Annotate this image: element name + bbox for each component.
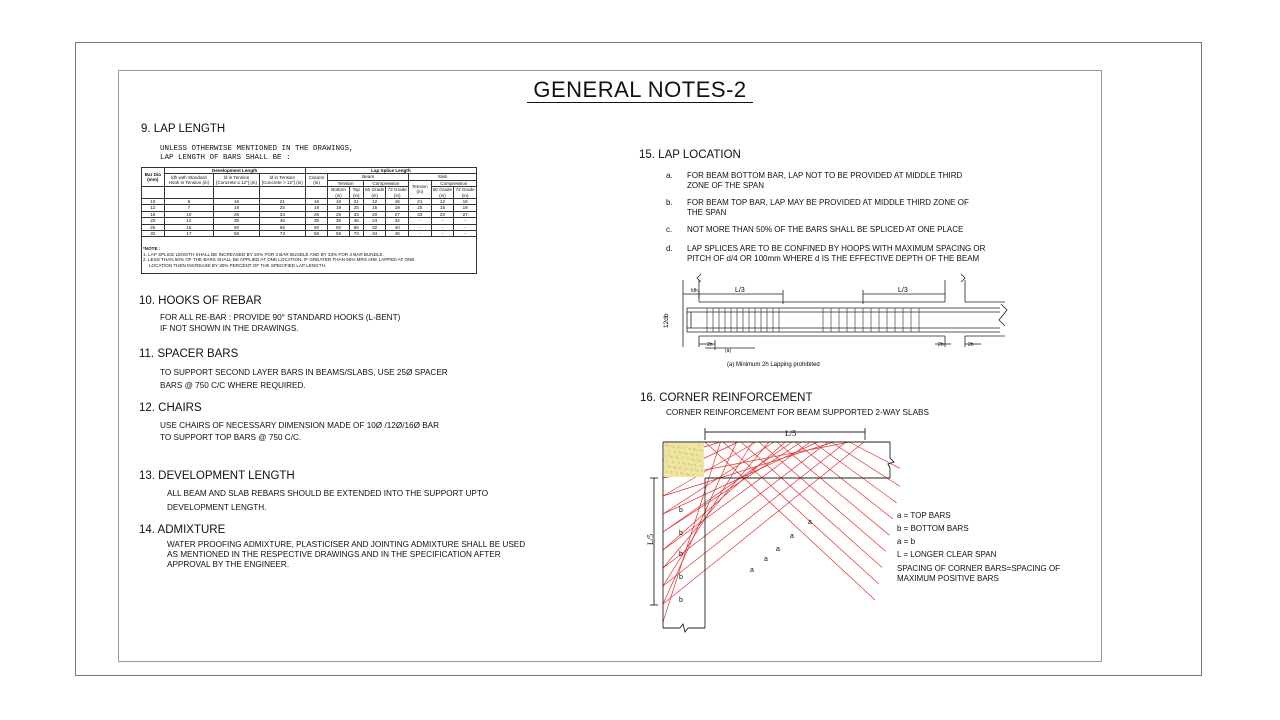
sec13-line-1: ALL BEAM AND SLAB REBARS SHOULD BE EXTENDED INTO THE SUPPORT UPTO xyxy=(167,489,489,498)
hatch-dot xyxy=(684,463,685,464)
a-label-3: a xyxy=(776,546,780,553)
sec9-heading: 9. LAP LENGTH xyxy=(141,123,226,135)
th-slab-compression: Compression xyxy=(431,180,476,186)
corner-bar-a xyxy=(705,442,875,600)
hatch-dot xyxy=(699,449,700,450)
hatch-dot xyxy=(681,457,682,458)
table-cell: 16 xyxy=(305,199,328,205)
item-c-label: c. xyxy=(666,225,673,234)
table-cell: 26 xyxy=(305,211,328,217)
table-cell: 25 xyxy=(349,205,363,211)
table-cell: 25 xyxy=(142,224,165,230)
a-mark-label: (a) xyxy=(725,348,732,354)
note-1: 1. LAP SPLICE LENGTH SHALL BE INCREASED BY 20% FOR 3 BAR BUNDLE AND BY 33% FOR 4 BAR BUNDLE. xyxy=(143,251,384,257)
sec14-line-1: WATER PROOFING ADMIXTURE, PLASTICISER AND JOINTING ADMIXTURE SHALL BE USED xyxy=(167,540,526,549)
hatch-dot xyxy=(694,464,695,465)
hatch-dot xyxy=(669,455,670,456)
hatch-dot xyxy=(687,458,688,459)
legend-longer-span: L = LONGER CLEAR SPAN xyxy=(897,550,997,559)
table-cell: 19 xyxy=(328,205,349,211)
hatch-dot xyxy=(688,474,689,475)
table-cell: 16 xyxy=(214,199,260,205)
table-cell: 25 xyxy=(259,205,305,211)
lap-length-table xyxy=(141,167,477,237)
table-cell: 20 xyxy=(363,211,386,217)
table-cell: 50 xyxy=(214,224,260,230)
table-cell: 7 xyxy=(164,205,214,211)
th-slab-60: 60 Grade (in) xyxy=(432,187,453,198)
hatch-dot xyxy=(693,459,694,460)
2h-right-label: 2h xyxy=(968,342,974,348)
table-cell: 6 xyxy=(164,199,214,205)
item-b-label: b. xyxy=(666,198,673,207)
note-title: *NOTE : xyxy=(143,246,161,251)
th-72grade: 72 Grade (in) xyxy=(387,187,407,198)
table-cell: 65 xyxy=(259,224,305,230)
a-label-1: a xyxy=(808,519,812,526)
b-label-3: b xyxy=(679,551,683,558)
a-label-2: a xyxy=(790,533,794,540)
th-ld2: ld in Tension [Concrete > 12"] (in) xyxy=(259,174,305,187)
table-cell: - xyxy=(454,231,477,237)
table-cell: 12 xyxy=(164,218,214,224)
table-cell: 10 xyxy=(142,199,165,205)
hatch-dot xyxy=(693,448,694,449)
table-cell: 10 xyxy=(164,211,214,217)
hatch-dot xyxy=(679,467,680,468)
table-cell: 35 xyxy=(214,218,260,224)
hatch-dot xyxy=(677,457,678,458)
table-cell: 50 xyxy=(328,224,349,230)
table-cell: 32 xyxy=(142,231,165,237)
l5-top-label: L/5 xyxy=(785,429,797,438)
hatch-dot xyxy=(673,466,674,467)
corner-bar-a xyxy=(723,442,879,584)
hatch-dot xyxy=(691,458,692,459)
b-label-1: b xyxy=(679,507,683,514)
table-cell: 26 xyxy=(328,211,349,217)
table-cell: 35 xyxy=(305,218,328,224)
table-cell: 56 xyxy=(305,231,328,237)
hatch-dot xyxy=(665,444,666,445)
item-d-label: d. xyxy=(666,244,673,253)
sec9-intro-2: LAP LENGTH OF BARS SHALL BE : xyxy=(160,154,291,162)
table-cell: 19 xyxy=(214,205,260,211)
l3-left-label: L/3 xyxy=(735,287,745,294)
table-cell: 21 xyxy=(259,199,305,205)
table-cell: 20 xyxy=(142,218,165,224)
hatch-dot xyxy=(670,471,671,472)
table-cell: 12 xyxy=(431,199,454,205)
hatch-dot xyxy=(699,460,700,461)
hatch-dot xyxy=(671,445,672,446)
item-d-line-1: LAP SPLICES ARE TO BE CONFINED BY HOOPS WITH MAXIMUM SPACING OR xyxy=(687,244,986,253)
hatch-dot xyxy=(675,456,676,457)
hatch-dot xyxy=(671,456,672,457)
title-underline xyxy=(527,102,753,103)
hatch-dot xyxy=(697,470,698,471)
th-slab: Slab xyxy=(409,174,477,180)
hatch-dot xyxy=(700,465,701,466)
table-cell: 46 xyxy=(259,218,305,224)
sec10-heading: 10. HOOKS OF REBAR xyxy=(139,295,262,307)
table-row xyxy=(142,231,477,237)
th-slab-72: 72 Grade (in) xyxy=(455,187,475,198)
table-cell: 16 xyxy=(386,199,409,205)
hatch-dot xyxy=(685,468,686,469)
hatch-dot xyxy=(698,444,699,445)
b-label-2: b xyxy=(679,530,683,537)
hatch-dot xyxy=(683,447,684,448)
hatch-dot xyxy=(701,450,702,451)
table-cell: - xyxy=(454,218,477,224)
l3-right-label: L/3 xyxy=(898,287,908,294)
th-beam: Beam xyxy=(328,174,409,180)
sec14-line-3: APPROVAL BY THE ENGINEER. xyxy=(167,560,290,569)
item-a-line-2: ZONE OF THE SPAN xyxy=(687,181,765,190)
b-label-5: b xyxy=(679,597,683,604)
table-cell: 27 xyxy=(454,211,477,217)
corner-bar-a xyxy=(795,442,893,519)
hatch-dot xyxy=(692,474,693,475)
table-cell: - xyxy=(431,231,454,237)
legend-spacing-2: MAXIMUM POSITIVE BARS xyxy=(897,574,999,583)
hatch-dot xyxy=(682,473,683,474)
lap-location-diagram xyxy=(655,272,1025,372)
b-label-4: b xyxy=(679,574,683,581)
table-cell: 12 xyxy=(142,205,165,211)
item-d-line-2: PITCH OF d/4 OR 100mm WHERE d IS THE EFFECTIVE DEPTH OF THE BEAM xyxy=(687,254,980,263)
sec13-line-2: DEVELOPMENT LENGTH. xyxy=(167,503,267,512)
th-column: Column (in) xyxy=(305,174,328,187)
table-cell: 33 xyxy=(409,211,432,217)
a-label-5: a xyxy=(750,567,754,574)
table-cell: 16 xyxy=(142,211,165,217)
th-beam-compression: Compression xyxy=(363,180,408,186)
th-top: Top (in) xyxy=(349,187,363,199)
l5-side-label: L/5 xyxy=(646,533,655,545)
th-ldh: ldh with Standard Hook in Tension (in) xyxy=(164,174,214,187)
hatch-dot xyxy=(678,451,679,452)
sec11-line-1: TO SUPPORT SECOND LAYER BARS IN BEAMS/SLABS, USE 25Ø SPACER xyxy=(160,368,448,377)
sec11-line-2: BARS @ 750 C/C WHERE REQUIRED. xyxy=(160,381,306,390)
hatch-dot xyxy=(692,454,693,455)
12db-label: 12db xyxy=(663,313,670,328)
th-lap-splice: Lap Splice Length xyxy=(305,168,476,174)
sec10-line-1: FOR ALL RE-BAR : PROVIDE 90° STANDARD HOOKS (L-BENT) xyxy=(160,313,401,322)
table-cell: 33 xyxy=(259,211,305,217)
sec13-heading: 13. DEVELOPMENT LENGTH xyxy=(139,470,295,482)
sec12-heading: 12. CHAIRS xyxy=(139,402,202,414)
sec16-heading: 16. CORNER REINFORCEMENT xyxy=(640,392,813,404)
corner-bar-a xyxy=(759,442,886,551)
th-60grade: 60 Grade (in) xyxy=(365,187,385,198)
hatch-dot xyxy=(666,460,667,461)
th-slab-tension: Tension (in) xyxy=(409,180,432,198)
table-cell: 65 xyxy=(349,224,363,230)
hatch-dot xyxy=(691,469,692,470)
lap-table-notes xyxy=(143,246,473,268)
sec10-line-2: IF NOT SHOWN IN THE DRAWINGS. xyxy=(160,324,299,333)
table-cell: 16 xyxy=(454,199,477,205)
hatch-dot xyxy=(695,449,696,450)
table-cell: 46 xyxy=(349,218,363,224)
table-cell: 33 xyxy=(349,211,363,217)
note-2: 2. LESS THAN 50% OF THE BARS SHALL BE APPLIED AT ONE LOCATION. IF GREATER THAN 50% MRS ARE LAPPED AT ONE xyxy=(143,257,415,263)
hatch-dot xyxy=(667,445,668,446)
th-ld1: ld in Tension [Concrete ≤ 12"] (in) xyxy=(214,174,260,187)
sec12-line-2: TO SUPPORT TOP BARS @ 750 C/C. xyxy=(160,433,302,442)
item-a-label: a. xyxy=(666,171,673,180)
item-b-line-1: FOR BEAM TOP BAR, LAP MAY BE PROVIDED AT MIDDLE THIRD ZONE OF xyxy=(687,198,969,207)
table-cell: 50 xyxy=(305,224,328,230)
2h-left-label: 2h xyxy=(707,342,713,348)
table-cell: 20 xyxy=(431,211,454,217)
th-bottom: Bottom (in) xyxy=(328,187,349,199)
hatch-dot xyxy=(688,463,689,464)
th-bar-dia: Bar Dia (mm) xyxy=(142,168,165,187)
table-cell: 16 xyxy=(328,199,349,205)
2h-mid-label: 2h xyxy=(938,342,944,348)
table-cell: 15 xyxy=(164,224,214,230)
item-c-line-1: NOT MORE THAN 50% OF THE BARS SHALL BE SPLICED AT ONE PLACE xyxy=(687,225,964,234)
table-cell: 21 xyxy=(409,199,432,205)
hatch-dot xyxy=(676,472,677,473)
table-cell: - xyxy=(409,231,432,237)
table-cell: 21 xyxy=(349,199,363,205)
hatch-dot xyxy=(696,454,697,455)
sec14-heading: 14. ADMIXTURE xyxy=(139,524,226,536)
hatch-dot xyxy=(690,453,691,454)
hatch-dot xyxy=(678,462,679,463)
table-cell: 73 xyxy=(349,231,363,237)
item-b-line-2: THE SPAN xyxy=(687,208,727,217)
table-cell: 34 xyxy=(363,231,386,237)
hatch-dot xyxy=(684,452,685,453)
hatch-dot xyxy=(672,461,673,462)
note-3: LOCATION THEN INCREASE BY 30% PERCENT OF THE SPECIFIED LAP LENGTH. xyxy=(149,262,327,268)
hatch-dot xyxy=(686,473,687,474)
hatch-dot xyxy=(695,469,696,470)
table-cell: 26 xyxy=(214,211,260,217)
table-cell: 40 xyxy=(386,224,409,230)
item-a-line-1: FOR BEAM BOTTOM BAR, LAP NOT TO BE PROVIDED AT MIDDLE THIRD xyxy=(687,171,963,180)
table-cell: 25 xyxy=(409,205,432,211)
table-cell: 56 xyxy=(328,231,349,237)
lap-caption: (a) Minimum 2h Lapping prohibited xyxy=(727,362,820,368)
table-cell: 19 xyxy=(305,205,328,211)
hatch-dot xyxy=(689,448,690,449)
sec9-intro-1: UNLESS OTHERWISE MENTIONED IN THE DRAWINGS, xyxy=(160,145,354,153)
table-cell: - xyxy=(431,218,454,224)
sec11-heading: 11. SPACER BARS xyxy=(139,348,239,360)
table-cell: 35 xyxy=(328,218,349,224)
hatch-dot xyxy=(701,470,702,471)
hatch-dot xyxy=(680,452,681,453)
corner-reinforcement-diagram xyxy=(640,420,900,635)
hatch-dot xyxy=(682,462,683,463)
table-cell: 24 xyxy=(363,218,386,224)
corner-bar-a xyxy=(849,442,900,470)
corner-bar-a xyxy=(741,442,882,568)
th-beam-tension: Tension xyxy=(328,180,364,186)
hatch-dot xyxy=(677,446,678,447)
table-cell: 17 xyxy=(164,231,214,237)
hatch-dot xyxy=(690,464,691,465)
hatch-dot xyxy=(680,472,681,473)
th-development: Development Length xyxy=(164,168,305,174)
ldh-label: ldh xyxy=(691,288,698,294)
hatch-dot xyxy=(666,471,667,472)
legend-spacing-1: SPACING OF CORNER BARS=SPACING OF xyxy=(897,564,1061,573)
table-cell: 46 xyxy=(386,231,409,237)
hatch-dot xyxy=(686,453,687,454)
sec12-line-1: USE CHAIRS OF NECESSARY DIMENSION MADE OF 10Ø /12Ø/16Ø BAR xyxy=(160,421,440,430)
legend-top-bars: a = TOP BARS xyxy=(897,511,951,520)
hatch-dot xyxy=(675,467,676,468)
table-cell: 32 xyxy=(363,224,386,230)
sec15-heading: 15. LAP LOCATION xyxy=(639,149,741,161)
sec16-subheading: CORNER REINFORCEMENT FOR BEAM SUPPORTED 2-WAY SLABS xyxy=(666,408,929,417)
hatch-dot xyxy=(697,459,698,460)
lap-table-body xyxy=(142,199,477,237)
table-cell: 19 xyxy=(454,205,477,211)
a-label-4: a xyxy=(764,556,768,563)
table-cell: - xyxy=(409,218,432,224)
hatch-dot xyxy=(669,466,670,467)
table-cell: 32 xyxy=(386,218,409,224)
legend-equal: a = b xyxy=(897,537,916,546)
hatch-dot xyxy=(673,446,674,447)
hatch-dot xyxy=(668,450,669,451)
table-cell: - xyxy=(454,224,477,230)
sec14-line-2: AS MENTIONED IN THE RESPECTIVE DRAWINGS AND IN THE SPECIFICATION AFTER xyxy=(167,550,501,559)
table-cell: 73 xyxy=(259,231,305,237)
table-cell: - xyxy=(431,224,454,230)
table-cell: 15 xyxy=(431,205,454,211)
table-cell: 56 xyxy=(214,231,260,237)
table-cell: 15 xyxy=(363,205,386,211)
table-cell: 12 xyxy=(363,199,386,205)
table-cell: 27 xyxy=(386,211,409,217)
hatch-dot xyxy=(665,455,666,456)
hatch-dot xyxy=(679,447,680,448)
table-cell: - xyxy=(409,224,432,230)
table-cell: 19 xyxy=(386,205,409,211)
hatch-dot xyxy=(667,465,668,466)
corner-bar-a xyxy=(813,442,897,503)
page-title: GENERAL NOTES-2 xyxy=(533,77,747,102)
legend-bottom-bars: b = BOTTOM BARS xyxy=(897,524,969,533)
hatch-dot xyxy=(674,451,675,452)
